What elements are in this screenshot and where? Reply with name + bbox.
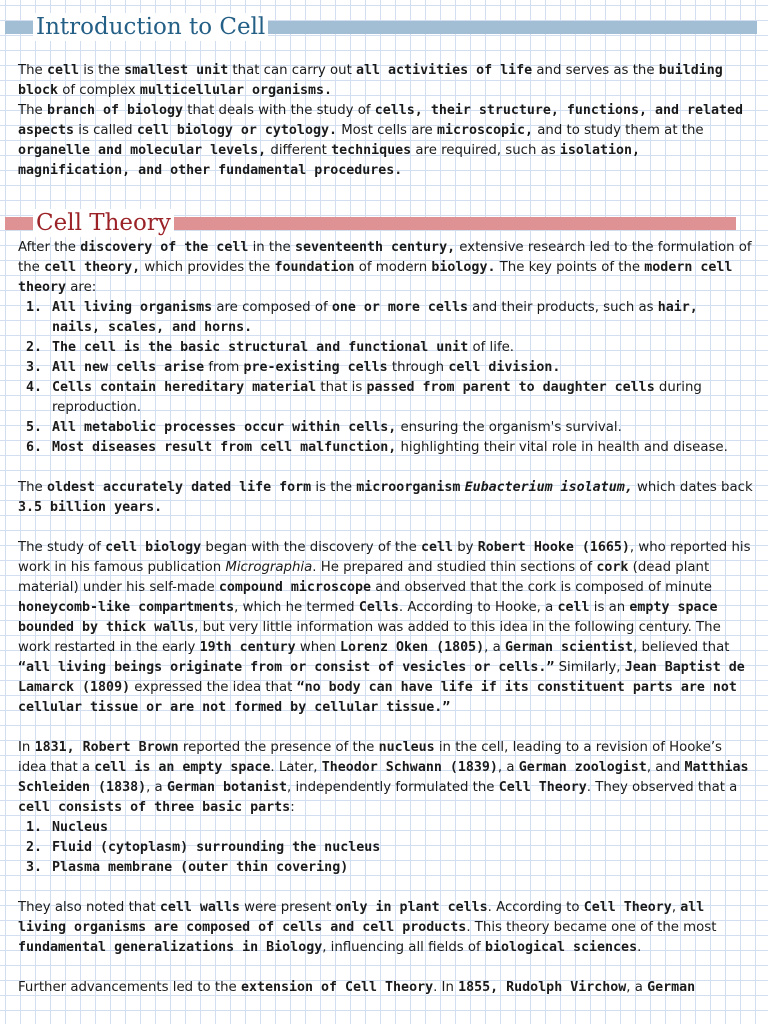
bold-text: Theodor Schwann (1839) [321, 760, 498, 775]
text-run: In [18, 740, 35, 755]
bold-text: fundamental generalizations in Biology [18, 940, 323, 955]
text-run: different [266, 143, 332, 158]
bold-text: modern cell theory [18, 260, 733, 295]
text-run: when [295, 640, 341, 655]
text-run: , independently formulated the [287, 780, 499, 795]
text-run: The study of [18, 540, 106, 555]
brown-paragraph [18, 738, 753, 818]
cell-theory-points [18, 298, 753, 458]
bold-text: Fluid (cytoplasm) surrounding the nucleus [52, 840, 381, 855]
text-run: and serves as the [532, 63, 659, 78]
text-run: of complex [58, 83, 140, 98]
list-number: 4. [26, 380, 43, 395]
text-run: which provides the [140, 260, 275, 275]
bold-text: cell is an empty space [94, 760, 271, 775]
bold-text: all activities of life [356, 63, 533, 78]
intro-paragraph-1 [18, 61, 753, 101]
text-run: , but very little information was added to this idea in the following century. The work restarted in the early [18, 620, 721, 655]
text-run: that is [316, 380, 367, 395]
text-run: , influencing all fields of [322, 940, 485, 955]
bold-text: Lorenz Oken (1805) [340, 640, 485, 655]
text-run: are required, such as [411, 143, 560, 158]
bold-text: empty space bounded by thick walls [18, 600, 718, 635]
bold-text: all living organisms are composed of cells and cell products [18, 900, 705, 935]
bold-text: cell consists of three basic parts [18, 800, 291, 815]
bold-text: Jean Baptist de Lamarck (1809) [18, 660, 745, 695]
text-run: , and [646, 760, 685, 775]
bold-text: Matthias Schleiden (1838) [18, 760, 749, 795]
bold-text: smallest unit [124, 63, 229, 78]
bold-text: 3.5 billion years. [18, 500, 163, 515]
bold-text: multicellular organisms. [139, 83, 333, 98]
bold-text: “no body can have life if its constituent parts are not cellular tissue or are not formed by cellular tissue.” [18, 680, 737, 715]
text-run: and to study them at the [533, 123, 704, 138]
text-run: The [18, 103, 47, 118]
text-run: are: [66, 280, 97, 295]
text-run: : [290, 800, 295, 815]
bold-text: foundation [274, 260, 355, 275]
text-run: Most cells are [336, 123, 437, 138]
list-item [18, 338, 753, 358]
section-title-intro: Introduction to Cell [33, 13, 268, 41]
bold-text: The cell is the basic structural and functional unit [52, 340, 469, 355]
text-run: is the [79, 63, 125, 78]
bold-text: cell biology [105, 540, 202, 555]
text-run: through [387, 360, 449, 375]
text-run: is an [589, 600, 630, 615]
cell-theory-intro [18, 238, 753, 298]
section-title-cell-theory: Cell Theory [33, 209, 174, 237]
bold-text: 19th century [199, 640, 296, 655]
text-run: , who reported his work in his famous publication [18, 540, 751, 575]
text-run: . [637, 940, 642, 955]
text-run: They also noted that [18, 900, 160, 915]
bold-text: branch of biology [46, 103, 184, 118]
text-run: After the [18, 240, 81, 255]
text-run: is called [74, 123, 137, 138]
text-run: reported the presence of the [178, 740, 379, 755]
text-run: The [18, 63, 47, 78]
text-run: are composed of [212, 300, 332, 315]
text-run: (dead plant material) under his self-made [18, 560, 710, 595]
text-run: by [453, 540, 478, 555]
text-run: , believed that [633, 640, 730, 655]
text-run: Further advancements led to the [18, 980, 241, 995]
text-run: The key points of the [495, 260, 645, 275]
text-run: and their products, such as [467, 300, 658, 315]
list-item [18, 438, 753, 458]
cell-walls-paragraph [18, 898, 753, 958]
bold-text: biology. [431, 260, 496, 275]
bold-text: one or more cells [331, 300, 468, 315]
text-run: , a [497, 760, 519, 775]
text-run: expressed the idea that [130, 680, 297, 695]
list-number: 2. [26, 340, 43, 355]
bold-text: only in plant cells [335, 900, 488, 915]
bold-text: Cell Theory [498, 780, 587, 795]
bold-text: Cell Theory [583, 900, 672, 915]
list-number: 6. [26, 440, 43, 455]
bold-text: 1855, Rudolph Virchow [458, 980, 627, 995]
text-run: The [18, 480, 47, 495]
bold-text: Eubacterium isolatum, [464, 480, 633, 495]
list-number: 2. [26, 840, 43, 855]
list-number: 3. [26, 860, 43, 875]
text-run: extensive research led to the formulation of the [18, 240, 752, 275]
text-run: were present [239, 900, 336, 915]
text-run: that deals with the study of [183, 103, 375, 118]
cell-parts-list [18, 818, 753, 878]
bold-text: Cells contain hereditary material [52, 380, 317, 395]
text-run: in the [248, 240, 295, 255]
bold-text: German botanist [166, 780, 288, 795]
bold-text: cell [420, 540, 454, 555]
bold-text: All living organisms [52, 300, 213, 315]
bold-text: 1831, Robert Brown [34, 740, 179, 755]
list-item [18, 818, 753, 838]
bold-text: cells, their structure, functions, and related aspects [18, 103, 744, 138]
hooke-paragraph [18, 538, 753, 718]
list-number: 5. [26, 420, 43, 435]
text-run: that can carry out [228, 63, 357, 78]
text-run: . According to Hooke, a [398, 600, 558, 615]
bold-text: cell theory, [44, 260, 141, 275]
oldest-life-paragraph [18, 478, 753, 518]
text-run: highlighting their vital role in health and disease. [396, 440, 728, 455]
text-run: . He prepared and studied thin sections of [312, 560, 597, 575]
bold-text: German zoologist [518, 760, 647, 775]
text-run: , a [146, 780, 167, 795]
bold-text: cell [46, 63, 79, 78]
further-paragraph [18, 978, 753, 998]
bold-text: All new cells arise [52, 360, 205, 375]
text-run: of life. [468, 340, 515, 355]
bold-text: German [647, 980, 696, 995]
text-run: is the [311, 480, 357, 495]
bold-text: All metabolic processes occur within cells, [52, 420, 397, 435]
bold-text: hair, nails, scales, and horns. [52, 300, 698, 335]
text-run: which dates back [632, 480, 753, 495]
text-run: began with the discovery of the [201, 540, 421, 555]
text-run: of modern [354, 260, 432, 275]
bold-text: German scientist [504, 640, 634, 655]
list-item [18, 298, 753, 338]
list-item [18, 378, 753, 418]
bold-text: organelle and molecular levels, [18, 143, 267, 158]
list-item [18, 418, 753, 438]
bold-text: cork [596, 560, 629, 575]
list-item [18, 358, 753, 378]
bold-text: extension of Cell Theory [240, 980, 434, 995]
text-run: . They observed that a [586, 780, 738, 795]
text-run: , a [626, 980, 648, 995]
text-run: . According to [487, 900, 584, 915]
bold-text: pre-existing cells [243, 360, 388, 375]
bold-text: isolation, magnification, and other fundamental procedures. [18, 143, 640, 178]
text-run: during reproduction. [52, 380, 702, 415]
bold-text: microorganism [356, 480, 461, 495]
bold-text: honeycomb-like compartments [18, 600, 235, 615]
bold-text: cell walls [159, 900, 240, 915]
text-run: . Later, [270, 760, 322, 775]
bold-text: biological sciences [484, 940, 638, 955]
bold-text: building block [18, 63, 723, 98]
bold-text: Most diseases result from cell malfunction, [52, 440, 397, 455]
text-run: Similarly, [554, 660, 625, 675]
list-item [18, 858, 753, 878]
bold-text: cell division. [448, 360, 561, 375]
text-run: from [204, 360, 244, 375]
text-run: , which he termed [234, 600, 359, 615]
bold-text: compound microscope [218, 580, 371, 595]
italic-text: Micrographia [225, 560, 313, 575]
list-number: 1. [26, 300, 43, 315]
bold-text: techniques [331, 143, 412, 158]
list-item [18, 838, 753, 858]
bold-text: Robert Hooke (1665) [477, 540, 630, 555]
bold-text: discovery of the cell [80, 240, 249, 255]
text-run: , a [484, 640, 505, 655]
text-run: ensuring the organism's survival. [396, 420, 622, 435]
text-run: in the cell, leading to a revision of Hooke’s idea that a [18, 740, 722, 775]
bold-text: cell biology or cytology. [136, 123, 337, 138]
bold-text: cell [557, 600, 590, 615]
text-run: . This theory became one of the most [466, 920, 717, 935]
bold-text: Plasma membrane (outer thin covering) [52, 860, 349, 875]
list-number: 3. [26, 360, 43, 375]
text-run: and observed that the cork is composed of minute [370, 580, 712, 595]
bold-text: Nucleus [52, 820, 109, 835]
bold-text: Cells [358, 600, 399, 615]
bold-text: passed from parent to daughter cells [366, 380, 655, 395]
bold-text: “all living beings originate from or consist of vesicles or cells.” [18, 660, 555, 675]
text-run: . In [433, 980, 459, 995]
text-run: , [671, 900, 681, 915]
bold-text: microscopic, [436, 123, 534, 138]
bold-text: oldest accurately dated life form [46, 480, 312, 495]
intro-paragraph-2 [18, 101, 753, 181]
list-number: 1. [26, 820, 43, 835]
bold-text: nucleus [378, 740, 435, 755]
bold-text: seventeenth century, [294, 240, 456, 255]
